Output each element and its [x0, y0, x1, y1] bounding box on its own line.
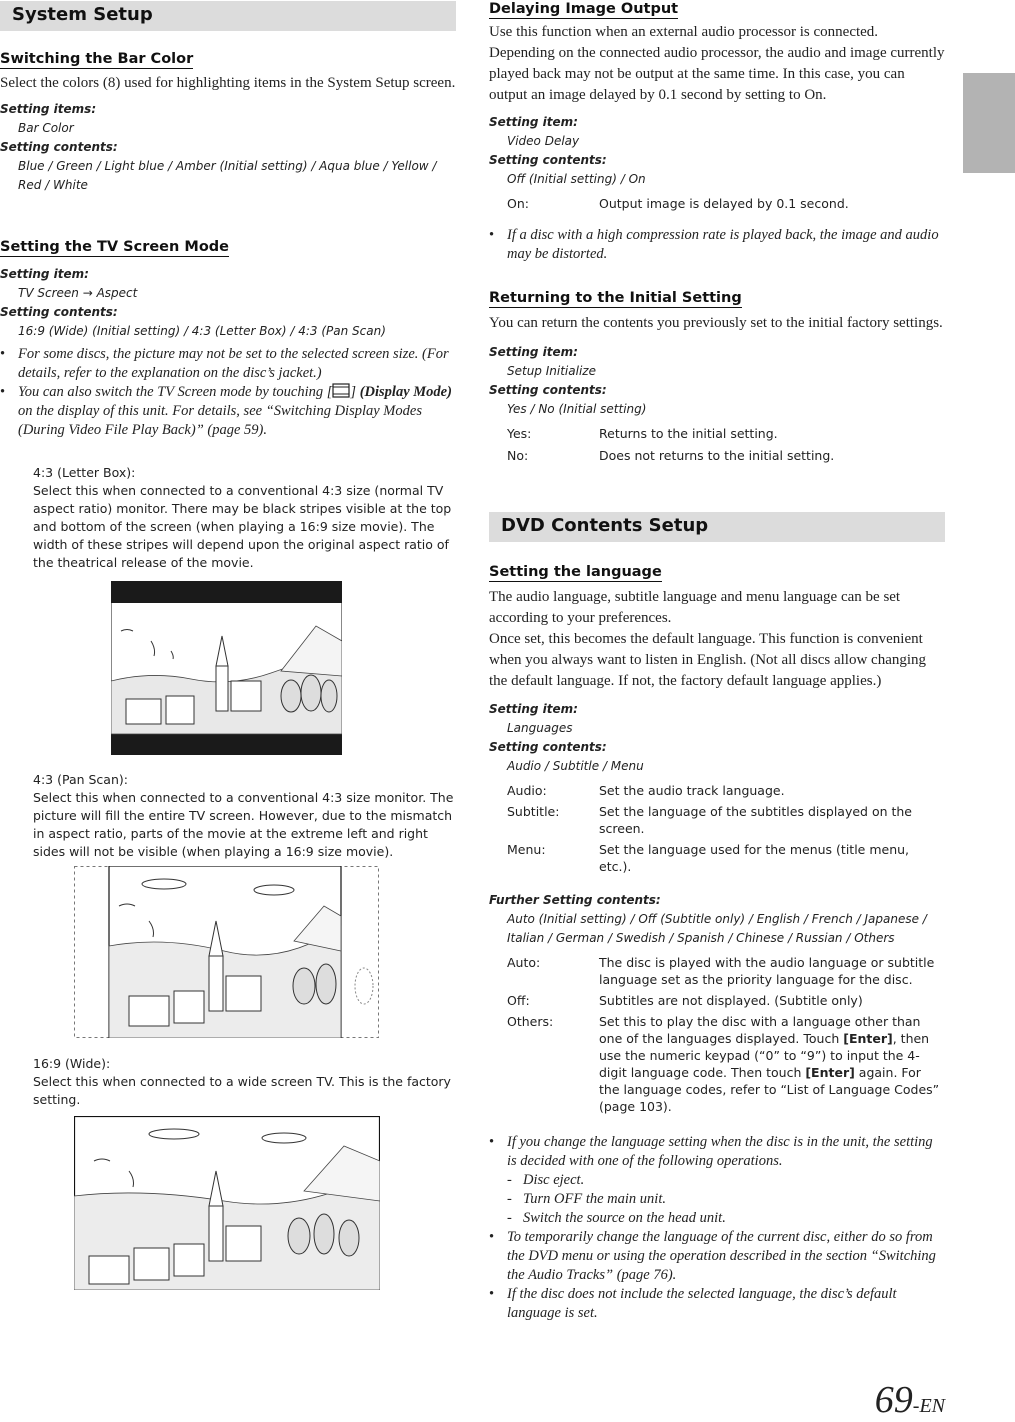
letterbox-title: 4:3 (Letter Box):: [33, 465, 136, 480]
language-item-value: Languages: [507, 721, 573, 735]
arrow-right-icon: →: [82, 286, 93, 300]
dash-text-2: Turn OFF the main unit.: [523, 1191, 666, 1207]
delay-note: • If a disc with a high compression rate is played back, the image and audio may be distorted.: [489, 226, 945, 264]
delay-contents-value: Off (Initial setting) / On: [507, 172, 646, 186]
heading-bar-color: Switching the Bar Color: [0, 51, 194, 67]
heading-tv-mode: Setting the TV Screen Mode: [0, 239, 229, 255]
language-section: [489, 563, 945, 1323]
subtitle-desc: Set the language of the subtitles displayed on the screen.: [599, 804, 913, 836]
initial-text: You can return the contents you previously set to the initial factory settings.: [489, 315, 943, 331]
section-title-system-setup: System Setup: [0, 1, 456, 31]
subtitle-term: Subtitle:: [507, 804, 560, 819]
tv-setting-contents-value: 16:9 (Wide) (Initial setting) / 4:3 (Letter Box) / 4:3 (Pan Scan): [18, 324, 386, 338]
delay-section: [489, 0, 945, 264]
language-note-3: • If the disc does not include the selected language, the disc’s default language is set.: [489, 1285, 945, 1323]
bar-color-text: Select the colors (8) used for highlighting items in the System Setup screen.: [0, 75, 456, 91]
section-title-dvd-contents: DVD Contents Setup: [489, 512, 945, 542]
wide-text: Select this when connected to a wide screen TV. This is the factory setting.: [33, 1074, 451, 1107]
heading-delay: Delaying Image Output: [489, 1, 679, 17]
note2-text-a: You can also switch the TV Screen mode by touching [: [18, 384, 333, 400]
letterbox-block: [0, 464, 456, 572]
wide-title: 16:9 (Wide):: [33, 1056, 111, 1071]
page-number-value: 69: [874, 1379, 913, 1421]
setting-items-value: Bar Color: [18, 121, 74, 135]
no-term: No:: [507, 448, 529, 463]
no-desc: Does not returns to the initial setting.: [599, 448, 835, 463]
audio-term: Audio:: [507, 783, 547, 798]
panscan-illustration: [74, 866, 379, 1038]
display-mode-icon: [332, 383, 350, 398]
note2-text-b: ]: [350, 384, 360, 400]
language-text-1: The audio language, subtitle language and menu language can be set according to your preferences.: [489, 589, 901, 626]
others-text-c: again. For the language codes, refer to “List of Language Codes” (page 103).: [599, 1065, 940, 1114]
panscan-title: 4:3 (Pan Scan):: [33, 772, 128, 787]
initial-contents-value: Yes / No (Initial setting): [507, 402, 647, 416]
page-suffix: -EN: [912, 1395, 945, 1417]
subtitle-def: [507, 803, 945, 837]
heading-initial: Returning to the Initial Setting: [489, 290, 742, 306]
dash-item-3: - Switch the source on the head unit.: [507, 1210, 726, 1226]
off-term: Off:: [507, 993, 530, 1008]
menu-term: Menu:: [507, 842, 546, 857]
on-desc: Output image is delayed by 0.1 second.: [599, 196, 849, 211]
letterbox-illustration: [111, 581, 342, 755]
chapter-tab: [963, 73, 1015, 173]
delay-on-def: [507, 195, 945, 212]
tv-setting-item-value: [18, 284, 456, 303]
yes-desc: Returns to the initial setting.: [599, 426, 778, 441]
heading-language: Setting the language: [489, 564, 662, 580]
setting-items-label: Setting items:: [0, 102, 97, 116]
auto-def: [507, 954, 945, 988]
delay-item-value: Video Delay: [507, 134, 580, 148]
enter-key-1: [Enter]: [843, 1031, 893, 1046]
others-text-b: , then use the numeric keypad (“0” to “9”) to input the 4-digit language code. Then touch: [599, 1031, 930, 1080]
delay-text: Use this function when an external audio processor is connected. Depending on the connected audio processor, the audio and image currently played back may not be output at the same time. In this case, you can output an image delayed by 0.1 second by setting to On.: [489, 24, 945, 103]
others-term: Others:: [507, 1014, 554, 1029]
audio-desc: Set the audio track language.: [599, 783, 785, 798]
initial-item-value: Setup Initialize: [507, 364, 596, 378]
yes-def: [507, 425, 945, 442]
menu-desc: Set the language used for the menus (title menu, etc.).: [599, 842, 910, 874]
setting-contents-label: Setting contents:: [0, 140, 118, 154]
yes-term: Yes:: [507, 426, 532, 441]
tv-note-2: [0, 383, 456, 440]
page-number: [875, 1378, 945, 1422]
language-note-2: • To temporarily change the language of the current disc, either do so from the DVD menu or using the operation described in the section “Switching the Audio Tracks” (page 76).: [489, 1228, 945, 1285]
initial-item-label: Setting item:: [489, 345, 578, 359]
wide-block: [0, 1055, 456, 1109]
language-contents-value: Audio / Subtitle / Menu: [507, 759, 644, 773]
on-term: On:: [507, 196, 529, 211]
others-def: [507, 1013, 945, 1115]
dash-item-1: - Disc eject.: [507, 1172, 585, 1188]
display-mode-bold: (Display Mode): [359, 384, 452, 400]
language-item-label: Setting item:: [489, 702, 578, 716]
language-note-1: • If you change the language setting when the disc is in the unit, the setting is decided with one of the following operations.: [489, 1133, 945, 1171]
tv-note-1: • For some discs, the picture may not be set to the selected screen size. (For details, refer to the explanation on the disc’s jacket.): [0, 345, 456, 383]
auto-term: Auto:: [507, 955, 541, 970]
dash-text-3: Switch the source on the head unit.: [523, 1210, 726, 1226]
panscan-text: Select this when connected to a conventional 4:3 size monitor. The picture will fill the entire TV screen. However, due to the mismatch in aspect ratio, parts of the movie at the extreme left and right sides will not be visible (when playing a 16:9 size movie).: [33, 790, 454, 859]
panscan-block: [0, 771, 456, 861]
auto-desc: The disc is played with the audio language or subtitle language set as the priority language for the disc.: [599, 955, 935, 987]
others-text-a: Set this to play the disc with a language other than one of the languages displayed. Touch: [599, 1014, 921, 1046]
further-label: Further Setting contents:: [489, 893, 661, 907]
language-contents-label: Setting contents:: [489, 740, 607, 754]
dash-item-2: - Turn OFF the main unit.: [507, 1191, 666, 1207]
language-text-2: Once set, this becomes the default language. This function is convenient when you always want to listen in English. (Not all discs allow changing the default language. If not, the factory default language applies.): [489, 631, 927, 689]
tv-setting-item-label: Setting item:: [0, 267, 89, 281]
no-def: [507, 447, 945, 464]
tv-screen-text: TV Screen: [18, 286, 79, 300]
bar-color-section: [0, 50, 456, 195]
initial-contents-label: Setting contents:: [489, 383, 607, 397]
off-desc: Subtitles are not displayed. (Subtitle only): [599, 993, 863, 1008]
tv-mode-section: [0, 238, 456, 440]
letterbox-text: Select this when connected to a conventional 4:3 size (normal TV aspect ratio) monitor. There may be black stripes visible at the top and bottom of the screen (when playing a 16:9 size movie). The width of these stripes will depend upon the original aspect ratio of the theatrical release of the movie.: [33, 483, 452, 570]
menu-def: [507, 841, 945, 875]
others-desc: [599, 1013, 945, 1115]
delay-item-label: Setting item:: [489, 115, 578, 129]
setting-contents-value: Blue / Green / Light blue / Amber (Initial setting) / Aqua blue / Yellow / Red / White: [18, 159, 437, 192]
wide-illustration: [74, 1116, 380, 1290]
dash-text-1: Disc eject.: [523, 1172, 585, 1188]
note2-text-c: on the display of this unit. For details, see “Switching Display Modes (During Video File Play Back)” (page 59).: [18, 403, 422, 438]
aspect-text: Aspect: [96, 286, 138, 300]
enter-key-2: [Enter]: [805, 1065, 855, 1080]
off-def: [507, 992, 945, 1009]
further-value: Auto (Initial setting) / Off (Subtitle only) / English / French / Japanese / Italian / German / Swedish / Spanish / Chinese / Russian / Others: [507, 912, 927, 945]
initial-section: [489, 289, 945, 464]
audio-def: [507, 782, 945, 799]
tv-setting-contents-label: Setting contents:: [0, 305, 118, 319]
delay-contents-label: Setting contents:: [489, 153, 607, 167]
